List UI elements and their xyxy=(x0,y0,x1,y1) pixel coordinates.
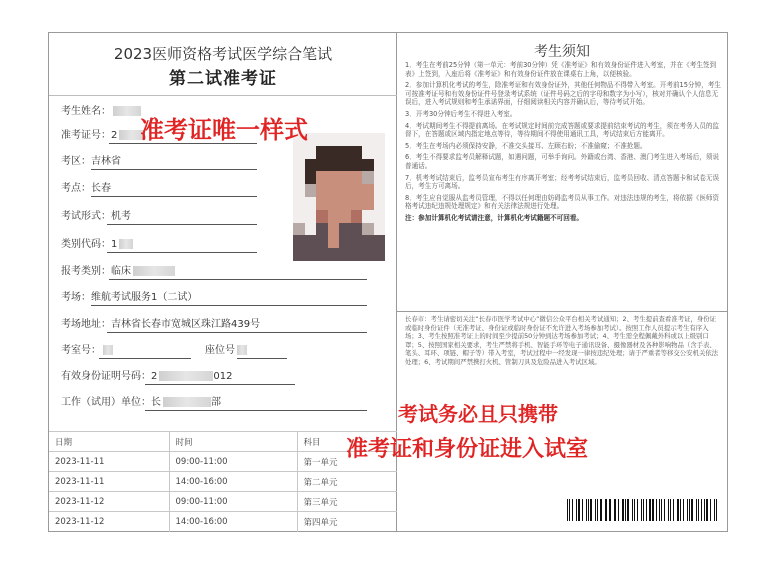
table-row xyxy=(49,472,397,492)
photo-pixel xyxy=(328,159,340,172)
schedule-subject: 第一单元 xyxy=(297,452,397,472)
notice-rule: 2．参加计算机化考试的考生，除准考证和有效身份证外，其他任何物品不得带入考室。开考前15分钟，考生可按准考证号和有效身份证件号登录考试系统（证件号码之后的字母和数字为小写），核对并确认个人信息无误后，进入考试规则和考生承诺界面，仔细阅读相关内容并确认后，等待考试开始。 xyxy=(405,81,721,107)
schedule-time: 09:00-11:00 xyxy=(169,452,297,472)
photo-pixel xyxy=(362,159,374,172)
photo-pixel xyxy=(339,235,351,248)
barcode-bar xyxy=(701,499,702,521)
schedule-time: 14:00-16:00 xyxy=(169,512,297,532)
photo-pixel xyxy=(305,184,317,197)
photo-pixel xyxy=(293,223,305,236)
photo-pixel xyxy=(328,235,340,248)
photo-pixel xyxy=(374,197,386,210)
seat-redacted xyxy=(237,345,247,355)
barcode-bar xyxy=(649,499,651,521)
photo-pixel xyxy=(316,235,328,248)
exam-type-label: 报考类别： xyxy=(61,266,111,277)
photo-pixel xyxy=(374,184,386,197)
photo-pixel xyxy=(339,171,351,184)
photo-pixel xyxy=(339,210,351,223)
photo-pixel xyxy=(362,235,374,248)
barcode-bar xyxy=(714,499,715,521)
schedule-time: 09:00-11:00 xyxy=(169,492,297,512)
barcode-bar xyxy=(586,499,587,521)
name-redacted xyxy=(113,106,141,116)
barcode xyxy=(567,499,719,521)
photo-pixel xyxy=(351,235,363,248)
barcode-bar xyxy=(569,499,570,521)
schedule-header-time: 时间 xyxy=(169,432,297,452)
exam-type-underline xyxy=(109,279,367,280)
id-number-underline xyxy=(145,384,295,385)
photo-pixel xyxy=(351,184,363,197)
barcode-bar xyxy=(668,499,669,521)
barcode-bar xyxy=(605,499,606,521)
barcode-bar xyxy=(706,499,708,521)
photo-pixel xyxy=(362,171,374,184)
id-number-field xyxy=(61,370,232,384)
photo-pixel xyxy=(316,184,328,197)
notice-rules xyxy=(405,61,721,226)
venue-label: 考场： xyxy=(61,292,91,303)
photo-pixel xyxy=(293,210,305,223)
barcode-bar xyxy=(687,499,688,521)
schedule-subject: 第三单元 xyxy=(297,492,397,512)
photo-pixel xyxy=(305,248,317,261)
photo-pixel xyxy=(305,197,317,210)
barcode-bar xyxy=(646,499,647,521)
photo-pixel xyxy=(374,210,386,223)
photo-pixel xyxy=(374,235,386,248)
barcode-bar xyxy=(627,499,629,521)
barcode-bar xyxy=(590,499,591,521)
barcode-bar xyxy=(609,499,610,521)
site-field xyxy=(61,182,111,196)
barcode-bar xyxy=(683,499,684,521)
region-field xyxy=(61,155,121,169)
candidate-photo xyxy=(293,133,385,261)
photo-pixel xyxy=(328,248,340,261)
notice-rule: 4．考试期间考生不得提前离场。在考试规定时间前完成答题或要求提前结束考试的考生，须在考务人员的监督下，在答题或区域内指定地点等待，等待期间不得使用通讯工具，考试结束后方能离开。 xyxy=(405,121,720,139)
notice-title: 考生须知 xyxy=(534,44,590,60)
photo-pixel xyxy=(293,171,305,184)
seat-label: 座位号 xyxy=(205,345,235,356)
barcode-bar xyxy=(656,499,657,521)
exam-form-field xyxy=(61,210,131,224)
photo-pixel xyxy=(374,223,386,236)
schedule-subject: 第二单元 xyxy=(297,472,397,492)
work-unit-redacted xyxy=(163,397,211,407)
barcode-bar xyxy=(618,499,619,521)
notice-note: 注：参加计算机化考试请注意，计算机化考试籍题不可回看。 xyxy=(405,213,584,222)
photo-pixel xyxy=(328,197,340,210)
room-field xyxy=(61,344,113,358)
title-divider xyxy=(49,95,397,96)
photo-pixel xyxy=(328,133,340,146)
barcode-bar xyxy=(673,499,674,521)
site-value: 长春 xyxy=(91,183,111,194)
barcode-bar xyxy=(578,499,580,521)
barcode-bar xyxy=(716,499,717,521)
exam-form-underline xyxy=(107,224,257,225)
photo-pixel xyxy=(339,133,351,146)
photo-pixel xyxy=(351,248,363,261)
photo-pixel xyxy=(339,197,351,210)
barcode-bar xyxy=(576,499,577,521)
photo-pixel xyxy=(316,146,328,159)
barcode-bar xyxy=(572,499,573,521)
barcode-bar xyxy=(615,499,616,521)
notice-rule: 3．开考30分钟后考生不得进入考室。 xyxy=(405,109,517,118)
site-label: 考点： xyxy=(61,183,91,194)
ticket-number-field xyxy=(61,129,145,143)
photo-pixel xyxy=(305,223,317,236)
notice-local-rules: 长春市：考生请密切关注“长春市医学考试中心”微信公众平台相关考试通知；2、考生提前查看准考证，身份证或临时身份证件（无准考证、身份证或临时身份证不允许进入考场参加考试）。按照工作人员提示考生有序入场；3、考生按照准考证上的时间至少提前50分钟到达考场参加考试；4、考生需全程佩戴外科或以上级别口罩；5、按照国家相关要求，考生严禁将手机、智能手环等电子通讯设备、摄像器材及各种影响物品（含手表、笔头、耳环、项链、帽子等）带入考室，考试过程中一经发现一律按违纪处理；请于严重者等移交公安机关依法处理；6、考试期间严禁携打火机、管制刀具及危险品进入考试区域。 xyxy=(405,315,719,366)
barcode-bar xyxy=(680,499,681,521)
notice-rule: 8．考生应自觉服从监考员管理，不得以任何理由妨碍监考员从事工作。对违法违规的考生，将依据《医师资格考试违纪违规处理规定》和有关法律法规进行处理。 xyxy=(405,193,720,211)
work-unit-field xyxy=(61,396,221,410)
photo-pixel xyxy=(374,171,386,184)
barcode-bar xyxy=(677,499,679,521)
notice-rule: 7．机考考试结束后，监考员宣布考生有序离开考室；经考考试结束后，监考员回收、清点答题卡和试卷无误后，考生方可离场。 xyxy=(405,173,720,191)
table-row xyxy=(49,492,397,512)
exam-type-field xyxy=(61,265,175,279)
barcode-bar xyxy=(637,499,638,521)
photo-pixel xyxy=(339,146,351,159)
address-field xyxy=(61,318,260,332)
barcode-bar xyxy=(661,499,662,521)
photo-pixel xyxy=(293,235,305,248)
room-redacted xyxy=(103,345,113,355)
photo-pixel xyxy=(293,159,305,172)
photo-pixel xyxy=(362,223,374,236)
barcode-bar xyxy=(696,499,697,521)
address-label: 考场地址： xyxy=(61,319,111,330)
barcode-bar xyxy=(588,499,589,521)
barcode-bar xyxy=(659,499,660,521)
schedule-date: 2023-11-12 xyxy=(49,512,169,532)
ticket-title: 2023医师资格考试医学综合笔试 xyxy=(113,45,333,63)
region-label: 考区： xyxy=(61,156,91,167)
barcode-bar xyxy=(670,499,671,521)
exam-form-label: 考试形式： xyxy=(61,211,111,222)
category-code-field xyxy=(61,238,133,252)
ticket-subtitle: 第二试准考证 xyxy=(169,69,277,89)
work-unit-label: 工作（试用）单位： xyxy=(61,397,151,408)
photo-pixel xyxy=(351,197,363,210)
venue-field xyxy=(61,291,197,305)
notice-rule: 5．考生在考场内必须保持安静，不准交头接耳、左顾右盼；不准偷窥；不准抢题。 xyxy=(405,141,647,150)
schedule-header-date: 日期 xyxy=(49,432,169,452)
photo-pixel xyxy=(351,159,363,172)
schedule-date: 2023-11-12 xyxy=(49,492,169,512)
barcode-bar xyxy=(704,499,705,521)
barcode-bar xyxy=(625,499,626,521)
notice-divider xyxy=(397,311,727,312)
site-underline xyxy=(91,196,257,197)
barcode-bar xyxy=(567,499,568,521)
photo-pixel xyxy=(305,146,317,159)
photo-pixel xyxy=(339,248,351,261)
photo-pixel xyxy=(316,171,328,184)
exam-form-value: 机考 xyxy=(111,211,131,222)
barcode-bar xyxy=(597,499,598,521)
exam-type-redacted xyxy=(133,266,175,276)
photo-pixel xyxy=(374,248,386,261)
barcode-bar xyxy=(614,499,615,521)
schedule-header-row xyxy=(49,432,397,452)
category-code-underline xyxy=(107,252,257,253)
barcode-bar xyxy=(691,499,692,521)
barcode-bar xyxy=(652,499,653,521)
barcode-bar xyxy=(664,499,665,521)
category-code-value: 1 xyxy=(111,239,118,250)
work-unit-start: 长 xyxy=(151,397,161,408)
category-code-redacted xyxy=(119,239,133,249)
photo-pixel xyxy=(362,197,374,210)
photo-pixel xyxy=(351,133,363,146)
schedule-date: 2023-11-11 xyxy=(49,472,169,492)
barcode-bar xyxy=(606,499,607,521)
photo-pixel xyxy=(328,210,340,223)
photo-pixel xyxy=(328,184,340,197)
id-number-label: 有效身份证明号码： xyxy=(61,371,151,382)
region-underline xyxy=(91,169,257,170)
ticket-number-label: 准考证号： xyxy=(61,130,111,141)
id-number-redacted xyxy=(159,371,213,381)
photo-pixel xyxy=(305,210,317,223)
seat-field xyxy=(205,344,247,358)
notice-rule: 6．考生不得要求监考员解释试题，如遇问题，可举手询问。外籍或台湾、香港、澳门考生进入考场后，须说普通话。 xyxy=(405,153,720,170)
ticket-number-value: 2 xyxy=(111,130,118,141)
room-underline xyxy=(99,358,191,359)
ticket-left-panel xyxy=(49,33,397,531)
name-field xyxy=(61,105,141,119)
id-number-end: 012 xyxy=(213,371,233,382)
barcode-bar xyxy=(641,499,642,521)
photo-pixel xyxy=(328,223,340,236)
photo-pixel xyxy=(293,248,305,261)
photo-pixel xyxy=(305,159,317,172)
must-bring-note-line1: 考试务必且只携带 xyxy=(398,402,558,426)
photo-pixel xyxy=(362,184,374,197)
photo-pixel xyxy=(328,171,340,184)
photo-pixel xyxy=(351,146,363,159)
notice-rule: 1．考生在考前25分钟（第一单元：考前30分钟）凭《准考证》和有效身份证件进入考室，并在《考生签到表》上签到，入座后将《准考证》和有效身份证件放在课桌右上角，以便核验。 xyxy=(405,61,717,78)
photo-pixel xyxy=(374,159,386,172)
schedule-time: 14:00-16:00 xyxy=(169,472,297,492)
photo-pixel xyxy=(339,184,351,197)
photo-pixel xyxy=(374,146,386,159)
photo-pixel xyxy=(293,197,305,210)
photo-pixel xyxy=(316,197,328,210)
photo-pixel xyxy=(362,210,374,223)
photo-pixel xyxy=(339,159,351,172)
photo-pixel xyxy=(362,248,374,261)
barcode-bar xyxy=(643,499,644,521)
barcode-bar xyxy=(582,499,583,521)
barcode-bar xyxy=(710,499,711,521)
schedule-table xyxy=(49,431,397,532)
barcode-bar xyxy=(600,499,602,521)
address-value: 吉林省长春市宽城区珠江路439号 xyxy=(111,319,261,330)
region-value: 吉林省 xyxy=(91,156,121,167)
photo-pixel xyxy=(305,171,317,184)
category-code-label: 类别代码： xyxy=(61,239,111,250)
photo-pixel xyxy=(339,223,351,236)
sample-watermark-text: 准考证唯一样式 xyxy=(140,116,308,144)
barcode-bar xyxy=(632,499,633,521)
photo-pixel xyxy=(316,248,328,261)
photo-pixel xyxy=(374,133,386,146)
photo-pixel xyxy=(316,133,328,146)
venue-underline xyxy=(91,305,367,306)
barcode-bar xyxy=(634,499,635,521)
work-unit-underline xyxy=(145,410,367,411)
photo-pixel xyxy=(351,210,363,223)
photo-pixel xyxy=(316,159,328,172)
photo-pixel xyxy=(293,184,305,197)
table-row xyxy=(49,452,397,472)
barcode-bar xyxy=(689,499,690,521)
id-number-start: 2 xyxy=(151,371,158,382)
photo-pixel xyxy=(316,223,328,236)
work-unit-end: 部 xyxy=(211,397,221,408)
exam-type-value: 临床 xyxy=(111,266,131,277)
photo-pixel xyxy=(351,171,363,184)
venue-value: 维航考试服务1（二试） xyxy=(91,292,198,303)
schedule-subject: 第四单元 xyxy=(297,512,397,532)
photo-pixel xyxy=(316,210,328,223)
room-label: 考室号： xyxy=(61,345,101,356)
photo-pixel xyxy=(293,146,305,159)
photo-pixel xyxy=(362,146,374,159)
barcode-bar xyxy=(595,499,596,521)
must-bring-note-line2: 准考证和身份证进入试室 xyxy=(346,437,589,462)
barcode-bar xyxy=(622,499,623,521)
table-row xyxy=(49,512,397,532)
address-underline xyxy=(107,332,367,333)
photo-pixel xyxy=(328,146,340,159)
schedule-header-subject: 科目 xyxy=(297,432,397,452)
seat-underline xyxy=(237,358,287,359)
photo-pixel xyxy=(305,235,317,248)
name-label: 考生姓名： xyxy=(61,106,111,117)
barcode-bar xyxy=(698,499,699,521)
photo-pixel xyxy=(362,133,374,146)
photo-pixel xyxy=(351,223,363,236)
schedule-date: 2023-11-11 xyxy=(49,452,169,472)
